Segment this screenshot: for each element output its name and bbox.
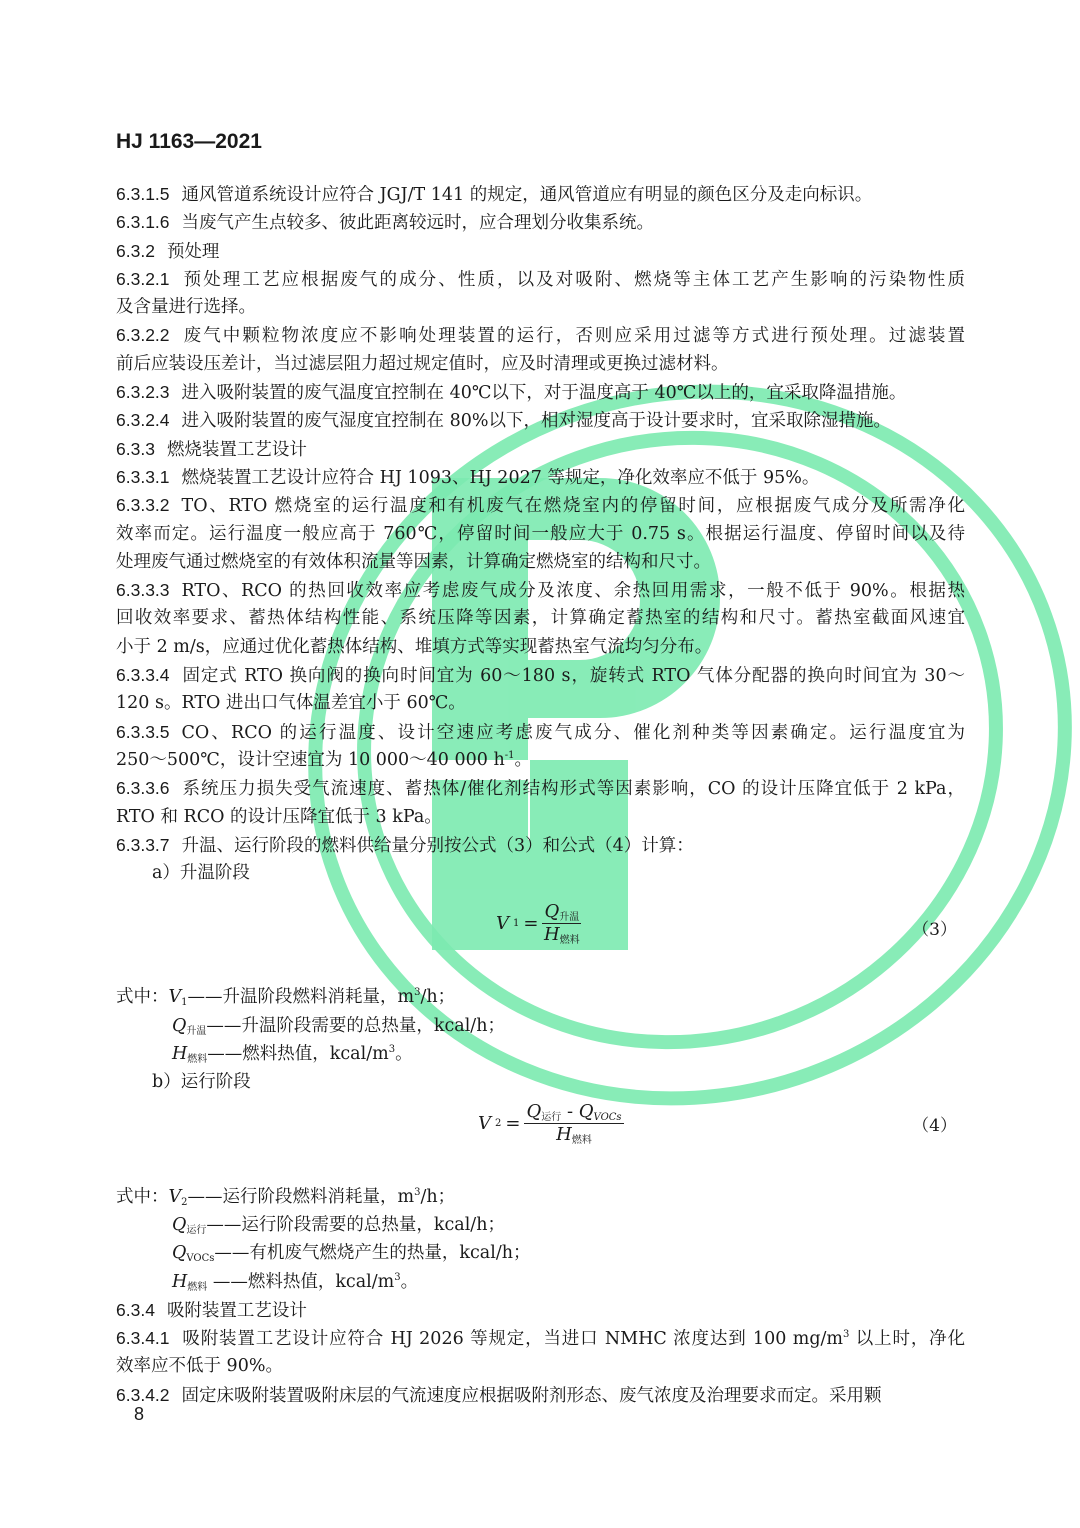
symbol-subscript: 燃料 <box>187 1281 208 1293</box>
paragraph-text: 预处理 <box>166 241 220 262</box>
legend-tail: /h； <box>420 987 456 1008</box>
clause-number: 6.3.2.4 <box>116 410 170 431</box>
paragraph-text: 固定床吸附装置吸附床层的气流速度应根据吸附剂形态、废气浓度及治理要求而定。采用颗 <box>181 1385 882 1406</box>
paragraph-text: 回收效率要求、蓄热体结构性能、系统压降等因素，计算确定蓄热室的结构和尺寸。蓄热室截面风速宜 <box>116 608 965 629</box>
paragraph-text: RTO 和 RCO 的设计压降宜低于 3 kPa。 <box>116 806 442 827</box>
equation-number-4: （4） <box>912 1115 957 1136</box>
paragraph-text: 以上时，净化 <box>849 1329 965 1350</box>
paragraph-text: 250～500℃，设计空速宜为 10 000～40 000 h <box>116 749 505 770</box>
paragraph-line <box>116 1381 965 1409</box>
paragraph-text: 废气中颗粒物浓度应不影响处理装置的运行，否则应采用过滤等方式进行预处理。过滤装置 <box>181 326 965 347</box>
legend-line <box>116 1040 965 1068</box>
paragraph-text: 进入吸附装置的废气湿度宜控制在 80%以下，相对湿度高于设计要求时，宜采取除湿措施。 <box>181 411 891 432</box>
symbol-subscript: 升温 <box>186 1025 207 1037</box>
paragraph-line <box>116 491 965 519</box>
legend-tail: 。 <box>395 1044 413 1065</box>
legend-line <box>116 1239 965 1267</box>
paragraph-text: 处理废气通过燃烧室的有效体积流量等因素，计算确定燃烧室的结构和尺寸。 <box>116 551 711 572</box>
symbol-subscript: 运行 <box>186 1224 207 1236</box>
paragraph-line <box>116 774 965 802</box>
paragraph-line <box>116 1324 965 1352</box>
paragraph-text: 固定式 RTO 换向阀的换向时间宜为 60～180 s，旋转式 RTO 气体分配器的换向时间宜为 30～ <box>181 666 965 687</box>
paragraph-text: 当废气产生点较多、彼此距离较远时，应合理划分收集系统。 <box>181 213 655 234</box>
legend-prefix: 式中： <box>116 987 169 1008</box>
symbol: Q <box>172 1243 187 1264</box>
paragraph-line <box>116 350 965 378</box>
symbol-subscript: 燃料 <box>187 1054 208 1066</box>
legend-text: ——运行阶段需要的总热量，kcal/h； <box>206 1214 505 1235</box>
legend-text: ——燃料热值，kcal/m <box>207 1044 389 1065</box>
paragraph-line <box>116 718 965 746</box>
paragraph-text: 。 <box>514 749 532 770</box>
paragraph-text: RTO、RCO 的热回收效率应考虑废气成分及浓度、余热回用需求，一般不低于 90%。根据热 <box>181 581 965 602</box>
clause-number: 6.3.3 <box>116 438 155 459</box>
legend-line <box>116 1268 965 1296</box>
formula-3: V 1 = $\frac{Q_{升温}}{H_{燃料}}$ （3） <box>496 901 957 947</box>
equation-number-3: （3） <box>912 920 957 941</box>
paragraph-text: CO、RCO 的运行温度、设计空速应考虑废气成分、催化剂种类等因素确定。运行温度宜为 <box>181 722 965 743</box>
paragraph-line <box>116 435 965 463</box>
clause-number: 6.3.2.2 <box>116 325 170 346</box>
paragraph-line <box>116 406 965 434</box>
document-body <box>116 180 965 1409</box>
superscript: -1 <box>504 750 515 762</box>
paragraph-text: 燃烧装置工艺设计应符合 HJ 1093、HJ 2027 等规定，净化效率应不低于 95%。 <box>181 467 820 488</box>
paragraph-line <box>116 604 965 632</box>
paragraph-text: 燃烧装置工艺设计 <box>166 439 307 460</box>
paragraph-line <box>116 548 965 576</box>
legend-prefix: 式中： <box>116 1186 169 1207</box>
paragraph-line <box>116 689 965 717</box>
paragraph-text: 120 s。RTO 进出口气体温差宜小于 60℃。 <box>116 693 466 714</box>
paragraph-line <box>116 633 965 661</box>
paragraph-line <box>116 321 965 349</box>
paragraph-line <box>116 831 965 859</box>
paragraph-text: 预处理工艺应根据废气的成分、性质，以及对吸附、燃烧等主体工艺产生影响的污染物性质 <box>181 269 965 290</box>
clause-number: 6.3.4.2 <box>116 1384 170 1405</box>
symbol: V <box>168 1186 182 1207</box>
superscript: 3 <box>414 987 421 999</box>
symbol: Q <box>172 1214 187 1235</box>
page-number: 8 <box>134 1404 145 1424</box>
paragraph-line <box>116 1352 965 1380</box>
clause-number: 6.3.3.7 <box>116 834 170 855</box>
paragraph-line <box>116 746 965 774</box>
legend-text: ——有机废气燃烧产生的热量，kcal/h； <box>214 1243 531 1264</box>
symbol: H <box>172 1044 188 1065</box>
clause-number: 6.3.3.1 <box>116 466 170 487</box>
clause-number: 6.3.3.5 <box>116 721 170 742</box>
paragraph-line <box>116 661 965 689</box>
paragraph-text: 系统压力损失受气流速度、蓄热体/催化剂结构形式等因素影响，CO 的设计压降宜低于 2 kPa， <box>181 779 965 800</box>
paragraph-text: 前后应装设压差计，当过滤层阻力超过规定值时，应及时清理或更换过滤材料。 <box>116 353 729 374</box>
paragraph-text: 及含量进行选择。 <box>116 297 256 318</box>
paragraph-line <box>116 378 965 406</box>
paragraph-text: 升温、运行阶段的燃料供给量分别按公式（3）和公式（4）计算： <box>181 835 694 856</box>
legend-text: ——升温阶段需要的总热量，kcal/h； <box>206 1015 505 1036</box>
paragraph-text: 小于 2 m/s，应通过优化蓄热体结构、堆填方式等实现蓄热室气流均匀分布。 <box>116 636 713 657</box>
formula-4: V 2 = $\frac{Q_{运行} - Q_{VOCs}}{H_{燃料}}$ （4） <box>478 1100 957 1146</box>
paragraph-text: TO、RTO 燃烧室的运行温度和有机废气在燃烧室内的停留时间，应根据废气成分及所需净化 <box>181 496 965 517</box>
section-list-2 <box>116 1296 965 1409</box>
legend-line <box>116 1183 965 1211</box>
clause-number: 6.3.3.4 <box>116 665 170 686</box>
paragraph-line <box>116 265 965 293</box>
superscript: 3 <box>843 1329 850 1341</box>
symbol: Q <box>172 1015 187 1036</box>
paragraph-line <box>116 293 965 321</box>
superscript: 3 <box>388 1044 396 1056</box>
formula-3-legend <box>116 983 965 1068</box>
step-b-label: b）运行阶段 <box>152 1072 251 1093</box>
paragraph-line <box>116 208 965 236</box>
legend-tail: /h； <box>420 1186 456 1207</box>
clause-number: 6.3.3.3 <box>116 580 170 601</box>
document-header: HJ 1163—2021 <box>116 130 262 153</box>
paragraph-text: 进入吸附装置的废气温度宜控制在 40℃以下，对于温度高于 40℃以上的，宜采取降温措施。 <box>181 383 907 404</box>
symbol-subscript: 1 <box>181 997 188 1009</box>
legend-line <box>116 1211 965 1239</box>
paragraph-line <box>116 520 965 548</box>
section-list <box>116 180 965 859</box>
clause-number: 6.3.4 <box>116 1299 155 1320</box>
paragraph-text: 通风管道系统设计应符合 JGJ/T 141 的规定，通风管道应有明显的颜色区分及走向标识。 <box>181 185 873 205</box>
step-a-label: a）升温阶段 <box>152 863 250 884</box>
superscript: 3 <box>414 1186 421 1198</box>
clause-number: 6.3.3.2 <box>116 495 170 516</box>
clause-number: 6.3.1.5 <box>116 184 170 204</box>
legend-tail: 。 <box>400 1271 419 1292</box>
paragraph-line <box>116 576 965 604</box>
clause-number: 6.3.4.1 <box>116 1328 170 1349</box>
symbol-subscript: VOCs <box>186 1253 215 1265</box>
paragraph-line <box>116 803 965 831</box>
paragraph-text: 吸附装置工艺设计 <box>166 1300 307 1321</box>
clause-number: 6.3.2.3 <box>116 382 170 403</box>
formula-4-legend <box>116 1183 965 1296</box>
clause-number: 6.3.1.6 <box>116 212 170 233</box>
symbol: V <box>168 987 182 1008</box>
symbol: H <box>172 1271 188 1292</box>
legend-line <box>116 983 965 1011</box>
paragraph-line <box>116 1296 965 1324</box>
legend-text: ——运行阶段燃料消耗量，m <box>187 1186 415 1207</box>
clause-number: 6.3.2 <box>116 240 155 261</box>
paragraph-line <box>116 237 965 265</box>
legend-text: ——燃料热值，kcal/m <box>207 1271 395 1292</box>
paragraph-text: 效率而定。运行温度一般应高于 760℃，停留时间一般应大于 0.75 s。根据运行温度、停留时间以及待 <box>116 523 965 544</box>
legend-text: ——升温阶段燃料消耗量，m <box>187 987 415 1008</box>
clause-number: 6.3.3.6 <box>116 778 170 799</box>
paragraph-line <box>116 463 965 491</box>
legend-line <box>116 1012 965 1040</box>
symbol-subscript: 2 <box>181 1196 188 1208</box>
paragraph-line <box>116 180 965 208</box>
clause-number: 6.3.2.1 <box>116 268 170 289</box>
superscript: 3 <box>394 1271 401 1283</box>
paragraph-text: 效率应不低于 90%。 <box>116 1356 283 1377</box>
paragraph-text: 吸附装置工艺设计应符合 HJ 2026 等规定，当进口 NMHC 浓度达到 100 mg/m <box>181 1329 844 1350</box>
